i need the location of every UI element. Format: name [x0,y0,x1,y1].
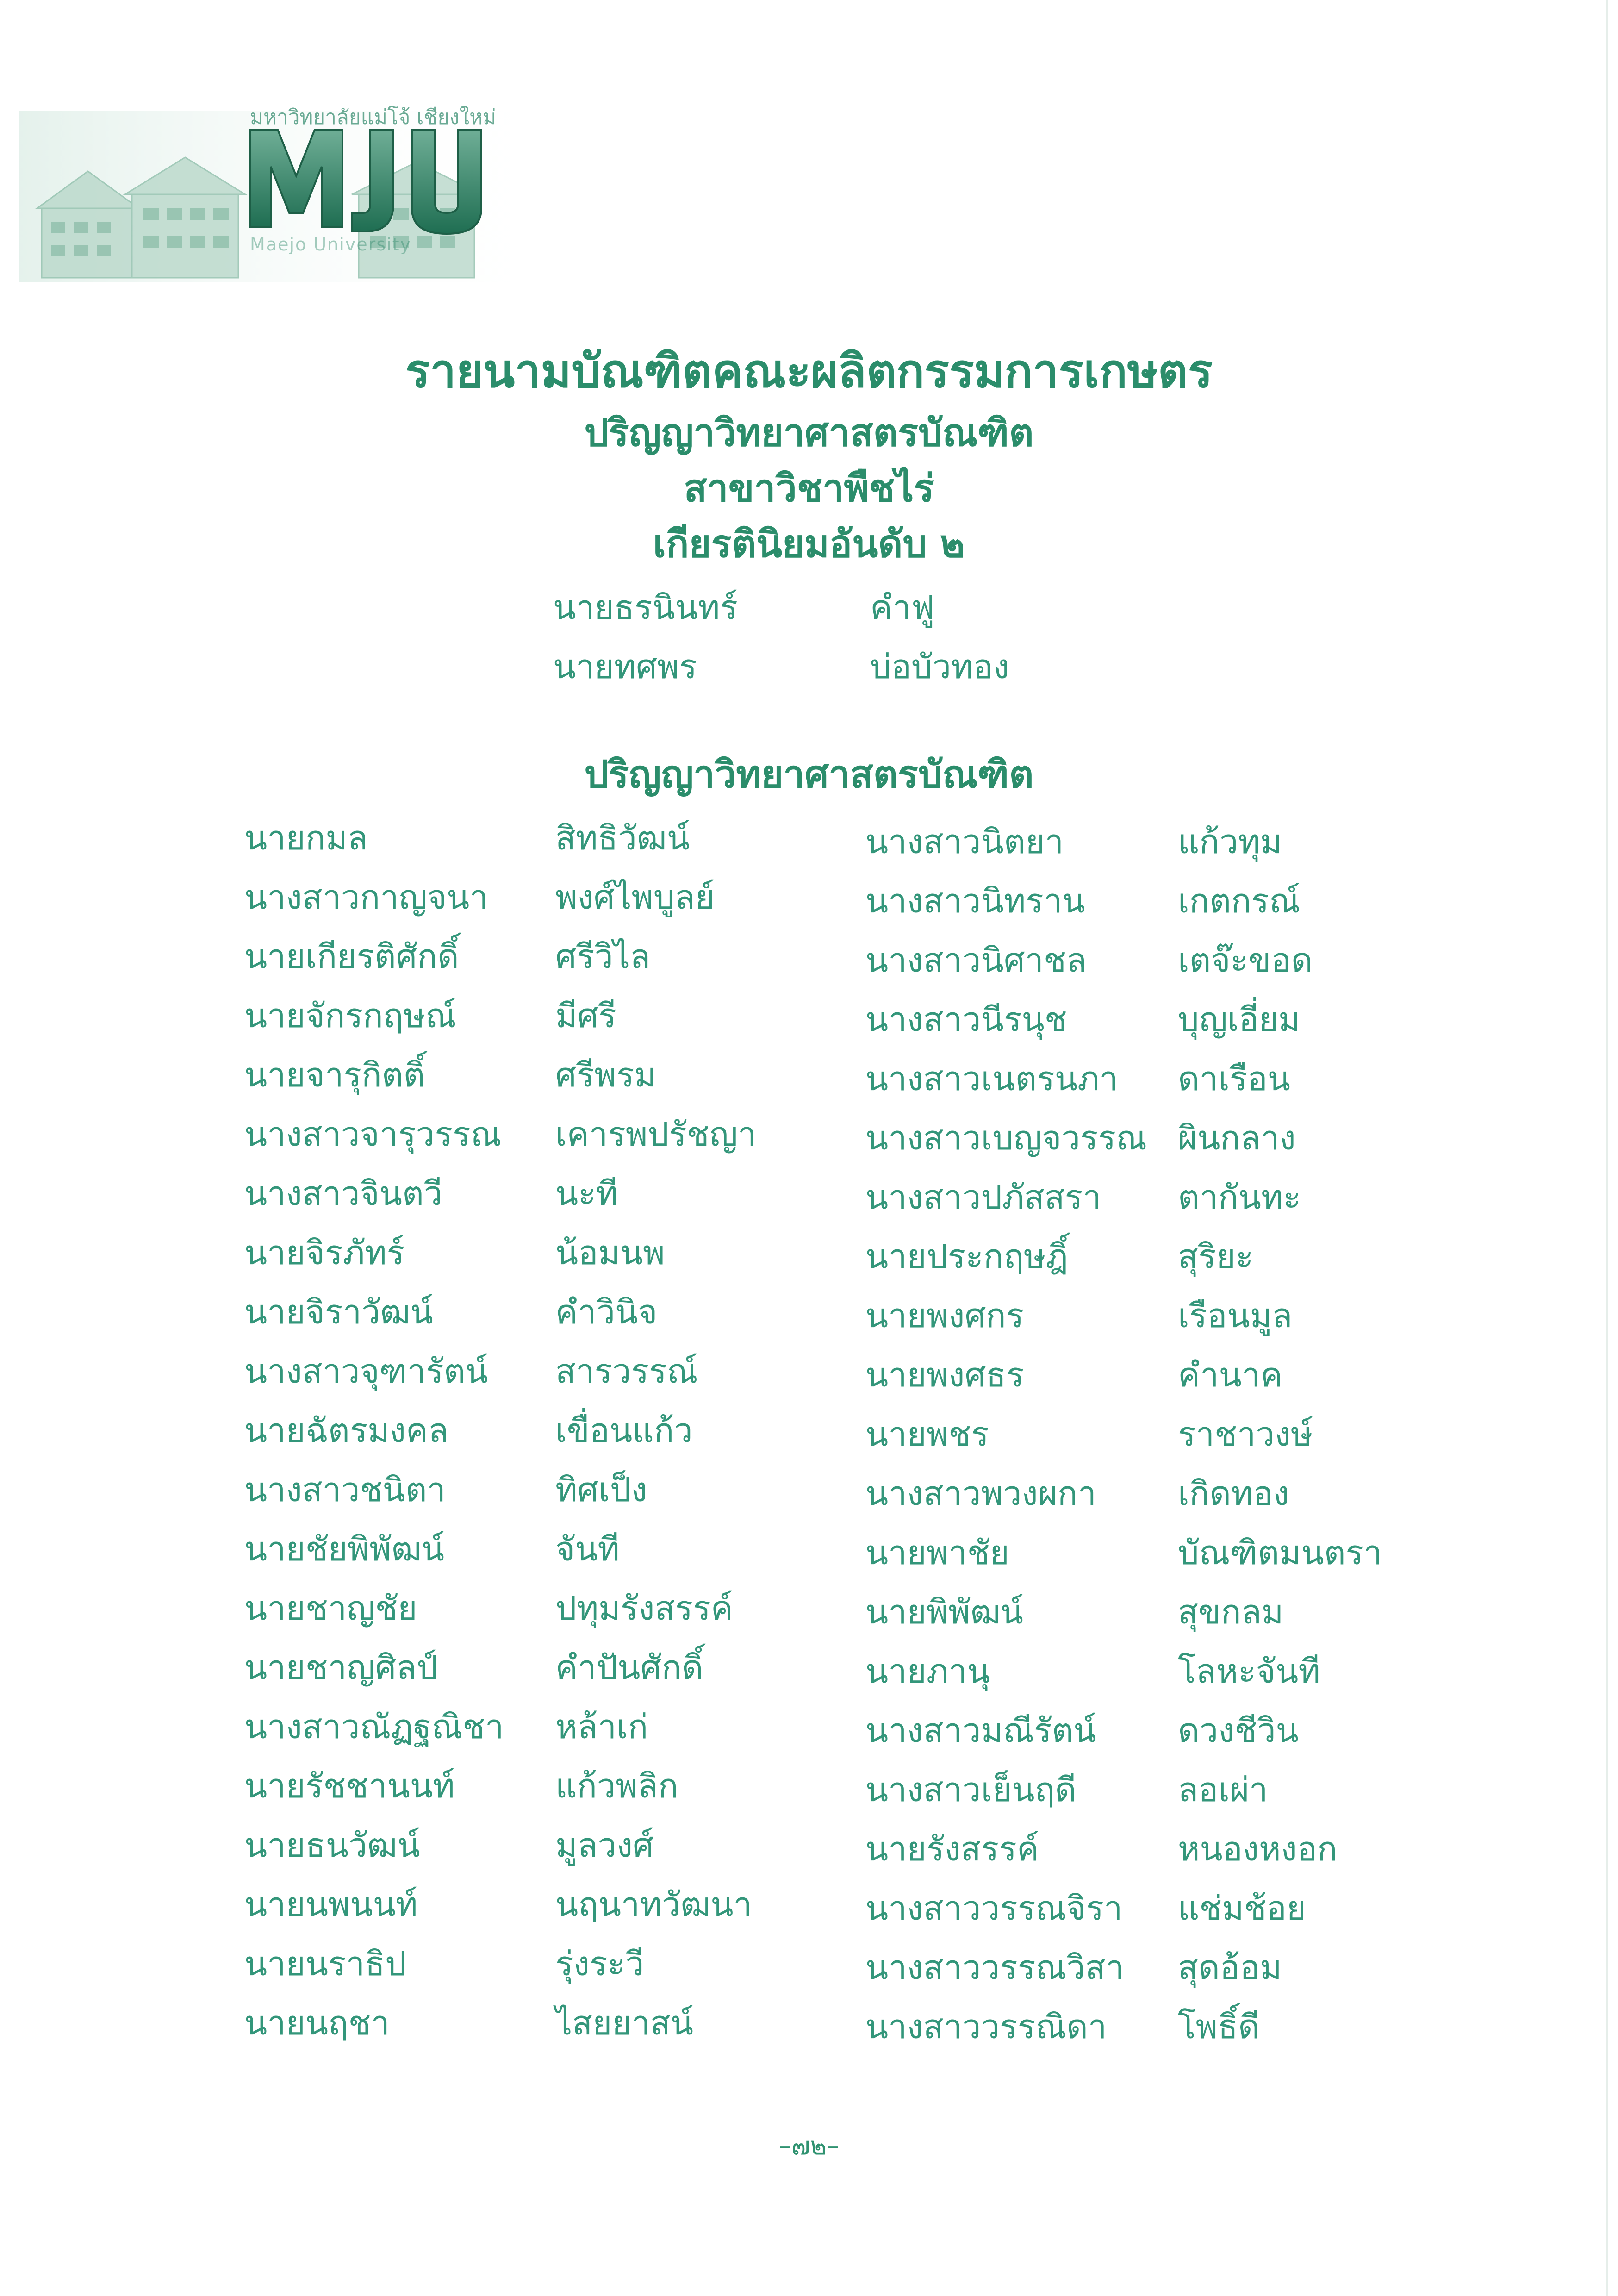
last-name: แก้วพลิก [555,1766,678,1805]
first-name: นายชาญศิลป์ [244,1648,438,1687]
first-name: นายจิราวัฒน์ [244,1292,433,1331]
first-name: นายฉัตรมงคล [244,1411,449,1450]
first-name: นางสาวมณีรัตน์ [865,1711,1096,1750]
logo-caption-thai: มหาวิทยาลัยแม่โจ้ เชียงใหม่ [250,106,497,129]
last-name: สุขกลม [1178,1592,1284,1631]
last-name: น้อมนพ [555,1233,665,1272]
first-name: นางสาวกาญจนา [244,878,488,917]
last-name: ราชาวงษ์ [1178,1415,1313,1454]
first-name: นายธรนินทร์ [553,588,738,627]
last-name: นฤนาทวัฒนา [555,1885,753,1924]
last-name: เคารพปรัชญา [555,1115,757,1154]
last-name: ศรีพรม [555,1055,656,1094]
first-name: นายกมล [244,818,368,857]
first-name: นายพชร [865,1415,989,1454]
first-name: นายจักรกฤษณ์ [244,996,456,1035]
first-name: นายธนวัฒน์ [244,1826,420,1865]
last-name: เตจ๊ะขอด [1178,941,1313,980]
first-name: นายประกฤษฎิ์ [865,1237,1068,1276]
last-name: หนองหงอก [1178,1829,1338,1868]
degree-heading-regular: ปริญญาวิทยาศาสตรบัณฑิต [584,753,1034,797]
first-name: นายนพนนท์ [244,1885,418,1924]
first-name: นางสาวพวงผกา [865,1474,1096,1513]
last-name: คำนาค [1178,1355,1283,1394]
last-name: บัณฑิตมนตรา [1178,1533,1382,1572]
last-name: ดาเรือน [1178,1059,1290,1098]
first-name: นายชัยพิพัฒน์ [244,1529,445,1568]
last-name: เกตกรณ์ [1178,881,1301,920]
first-name: นางสาวปภัสสรา [865,1178,1101,1217]
last-name: บ่อบัวทอง [870,647,1009,686]
major-heading: สาขาวิชาพืชไร่ [684,467,934,511]
first-name: นายรังสรรค์ [865,1829,1039,1868]
first-name: นางสาวจินตวี [244,1174,443,1213]
last-name: คำฟู [870,588,935,627]
last-name: จันที [555,1529,620,1568]
last-name: สารวรรณ์ [555,1352,698,1391]
last-name: ศรีวิไล [555,937,651,976]
last-name: รุ่งระวี [555,1944,644,1983]
first-name: นางสาวนิศาชล [865,941,1087,980]
list-title: รายนามบัณฑิตคณะผลิตกรรมการเกษตร [405,344,1213,398]
first-name: นายจิรภัทร์ [244,1233,405,1272]
first-name: นางสาวเย็นฤดี [865,1770,1077,1809]
last-name: คำวินิจ [555,1292,658,1331]
first-name: นายรัชชานนท์ [244,1766,455,1805]
first-name: นายนฤชา [244,2003,390,2042]
first-name: นางสาววรรณวิสา [865,1948,1124,1987]
last-name: ไสยยาสน์ [555,2003,694,2042]
first-name: นายเกียรติศักดิ์ [244,937,459,976]
degree-heading-honors: ปริญญาวิทยาศาสตรบัณฑิต [584,411,1034,455]
first-name: นางสาวชนิตา [244,1470,446,1509]
campus-building-image [19,56,565,296]
first-name: นางสาวเบญจวรรณ [865,1118,1147,1157]
last-name: สิทธิวัฒน์ [555,818,690,857]
last-name: เรือนมูล [1178,1296,1293,1335]
honors-heading: เกียรตินิยมอันดับ ๒ [653,522,965,566]
last-name: ผินกลาง [1178,1118,1296,1157]
last-name: แช่มช้อย [1178,1889,1307,1928]
first-name: นายนราธิป [244,1944,406,1983]
first-name: นายชาญชัย [244,1589,417,1628]
last-name: ตากันทะ [1178,1178,1301,1217]
last-name: สุริยะ [1178,1237,1254,1276]
first-name: นางสาววรรณจิรา [865,1889,1123,1928]
last-name: นะที [555,1174,618,1213]
first-name: นางสาวจุฑารัตน์ [244,1352,488,1391]
last-name: พงศ์ไพบูลย์ [555,878,715,917]
first-name: นางสาวนิทราน [865,881,1085,920]
first-name: นายทศพร [553,647,697,686]
last-name: บุญเอี่ยม [1178,1000,1301,1039]
first-name: นายพาชัย [865,1533,1009,1572]
last-name: มีศรี [555,996,616,1035]
last-name: สุดอ้อม [1178,1948,1282,1987]
first-name: นางสาวนิตยา [865,822,1064,861]
last-name: ทิศเป็ง [555,1470,647,1509]
last-name: มูลวงศ์ [555,1826,654,1865]
first-name: นางสาวเนตรนภา [865,1059,1118,1098]
first-name: นางสาวนีรนุช [865,1000,1067,1039]
last-name: ลอเผ่า [1178,1770,1268,1809]
university-logo [19,56,565,296]
last-name: แก้วทุม [1178,822,1282,861]
last-name: หล้าเก่ [555,1707,648,1746]
page-number: –๗๒– [778,2131,840,2160]
last-name: ปทุมรังสรรค์ [555,1589,733,1628]
last-name: โลหะจันที [1178,1652,1320,1691]
first-name: นางสาวณัฏฐณิชา [244,1707,504,1746]
last-name: เกิดทอง [1178,1474,1289,1513]
last-name: เขื่อนแก้ว [555,1411,693,1450]
last-name: โพธิ์ดี [1178,2007,1260,2046]
first-name: นายภานุ [865,1652,990,1691]
first-name: นางสาววรรณิดา [865,2007,1107,2046]
first-name: นายจารุกิตติ์ [244,1055,425,1094]
first-name: นางสาวจารุวรรณ [244,1115,502,1154]
last-name: ดวงชีวิน [1178,1711,1299,1750]
last-name: คำปันศักดิ์ [555,1648,703,1687]
first-name: นายพงศกร [865,1296,1024,1335]
logo-caption-english: Maejo University [250,234,412,255]
first-name: นายพงศธร [865,1355,1024,1394]
first-name: นายพิพัฒน์ [865,1592,1024,1631]
